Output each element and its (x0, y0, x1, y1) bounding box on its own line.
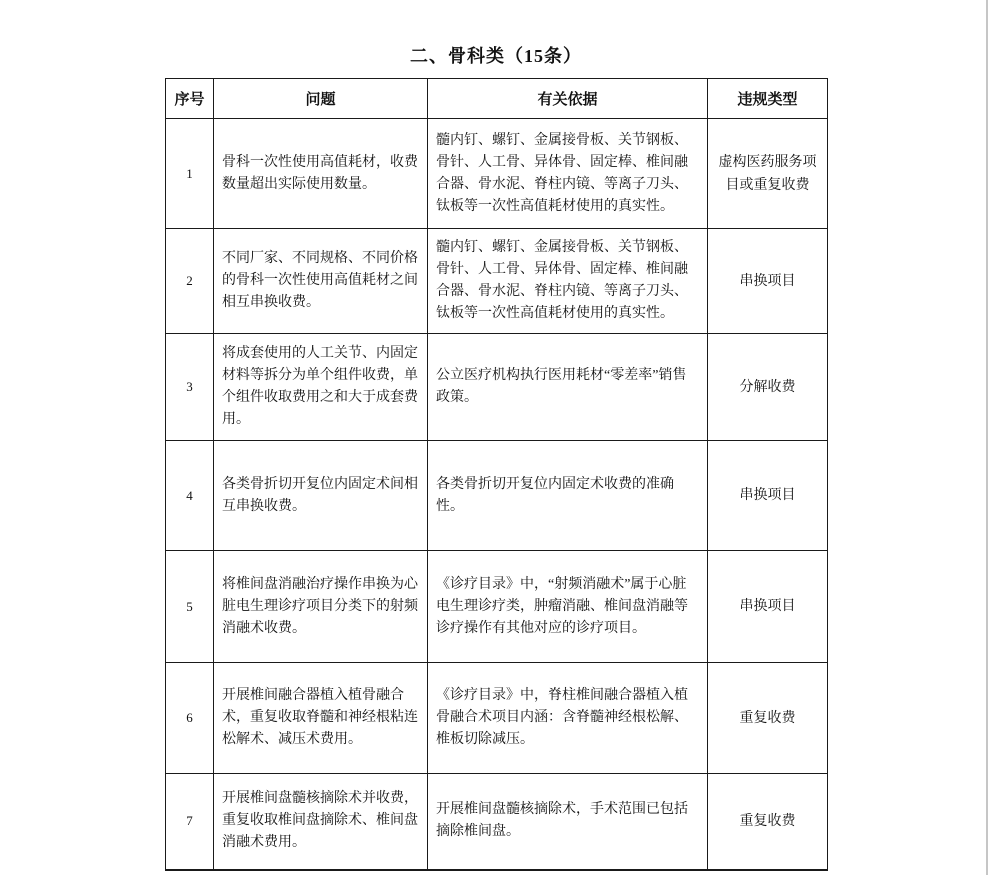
violation-type-cell: 分解收费 (708, 334, 828, 441)
row-number-cell: 5 (166, 551, 214, 663)
row-number-cell: 6 (166, 663, 214, 774)
table-row (166, 229, 828, 334)
header-cell-violation: 违规类型 (708, 79, 828, 119)
header-cell-problem: 问题 (214, 79, 428, 119)
problem-cell: 骨科一次性使用高值耗材，收费数量超出实际使用数量。 (214, 119, 428, 229)
basis-cell: 各类骨折切开复位内固定术收费的准确性。 (428, 441, 708, 551)
row-number-cell: 1 (166, 119, 214, 229)
row-number-cell: 3 (166, 334, 214, 441)
basis-cell: 髓内钉、螺钉、金属接骨板、关节钢板、骨针、人工骨、异体骨、固定棒、椎间融合器、骨水泥、脊柱内镜、等离子刀头、钛板等一次性高值耗材使用的真实性。 (428, 229, 708, 334)
basis-cell: 开展椎间盘髓核摘除术，手术范围已包括摘除椎间盘。 (428, 774, 708, 870)
violation-type-cell: 重复收费 (708, 774, 828, 870)
table-row (166, 663, 828, 774)
row-number-cell: 7 (166, 774, 214, 870)
basis-cell: 公立医疗机构执行医用耗材“零差率”销售政策。 (428, 334, 708, 441)
page-edge-divider (986, 0, 988, 875)
violation-type-cell: 重复收费 (708, 663, 828, 774)
header-cell-no: 序号 (166, 79, 214, 119)
problem-cell: 各类骨折切开复位内固定术间相互串换收费。 (214, 441, 428, 551)
table-row (166, 551, 828, 663)
problem-cell: 将成套使用的人工关节、内固定材料等拆分为单个组件收费，单个组件收取费用之和大于成套费用。 (214, 334, 428, 441)
violations-table (165, 78, 828, 871)
problem-cell: 不同厂家、不同规格、不同价格的骨科一次性使用高值耗材之间相互串换收费。 (214, 229, 428, 334)
row-number-cell: 2 (166, 229, 214, 334)
violation-type-cell: 虚构医药服务项目或重复收费 (708, 119, 828, 229)
basis-cell: 《诊疗目录》中，“射频消融术”属于心脏电生理诊疗类，肿瘤消融、椎间盘消融等诊疗操作有其他对应的诊疗项目。 (428, 551, 708, 663)
page-title: 二、骨科类（15条） (410, 46, 582, 66)
table-row (166, 774, 828, 870)
table-row (166, 119, 828, 229)
table-row (166, 441, 828, 551)
basis-cell: 《诊疗目录》中，脊柱椎间融合器植入植骨融合术项目内涵：含脊髓神经根松解、椎板切除减压。 (428, 663, 708, 774)
problem-cell: 将椎间盘消融治疗操作串换为心脏电生理诊疗项目分类下的射频消融术收费。 (214, 551, 428, 663)
problem-cell: 开展椎间融合器植入植骨融合术，重复收取脊髓和神经根粘连松解术、减压术费用。 (214, 663, 428, 774)
problem-cell: 开展椎间盘髓核摘除术并收费，重复收取椎间盘摘除术、椎间盘消融术费用。 (214, 774, 428, 870)
row-number-cell: 4 (166, 441, 214, 551)
basis-cell: 髓内钉、螺钉、金属接骨板、关节钢板、骨针、人工骨、异体骨、固定棒、椎间融合器、骨水泥、脊柱内镜、等离子刀头、钛板等一次性高值耗材使用的真实性。 (428, 119, 708, 229)
violation-type-cell: 串换项目 (708, 551, 828, 663)
header-cell-basis: 有关依据 (428, 79, 708, 119)
violation-type-cell: 串换项目 (708, 441, 828, 551)
violation-type-cell: 串换项目 (708, 229, 828, 334)
table-row (166, 334, 828, 441)
table-header-row (166, 79, 828, 119)
